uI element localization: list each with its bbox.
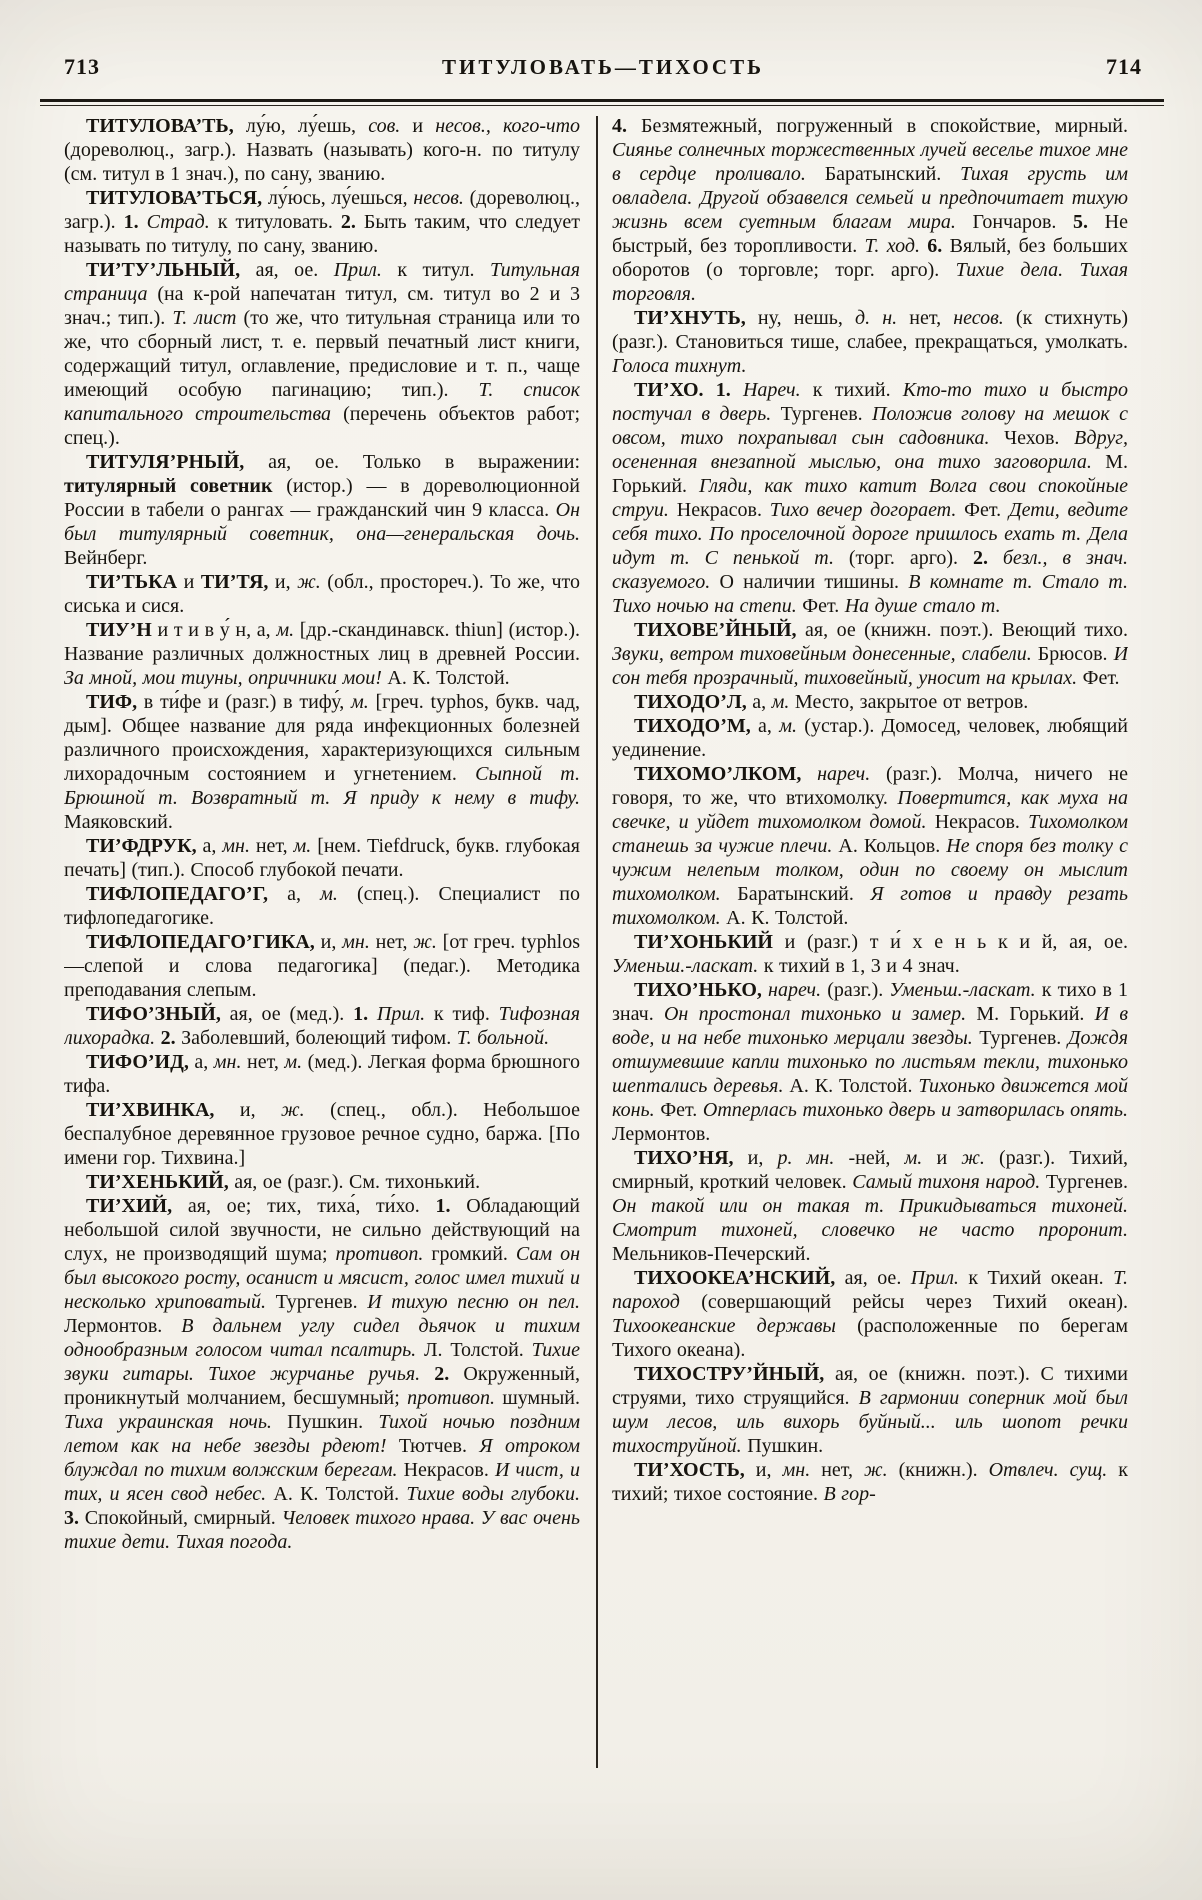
dictionary-entry: ТИФЛОПЕДАГО’ГИКА, и, мн. нет, ж. [от греч. typhlos—слепой и слова педагогика] (педаг.). Методика преподавания слепым. [64,931,580,1001]
dictionary-entry: ТИ’ХО. 1. Нареч. к тихий. Кто-то тихо и быстро постучал в дверь. Тургенев. Положив голову на мешок с овсом, тихо похрапывал сын садовника. Чехов. Вдруг, осененная внезапной мыслью, она тихо заговорила. М. Горький. Гляди, как тихо катит Волга свои спокойные струи. Некрасов. Тихо вечер догорает. Фет. Дети, ведите себя тихо. По проселочной дороге пришлось ехать т. Дела идут т. С пенькой т. (торг. арго). 2. безл., в знач. сказуемого. О наличии тишины. В комнате т. Стало т. Тихо ночью на степи. Фет. На душе стало т. [612,379,1128,617]
dictionary-entry: ТИУ’Н и т и в у́ н, а, м. [др.-скандинавск. thiun] (истор.). Название различных должностных лиц в древней России. За мной, мои тиуны, опричники мои! А. К. Толстой. [64,619,580,689]
dictionary-entry: ТИ’ТУ’ЛЬНЫЙ, ая, ое. Прил. к титул. Титульная страница (на к-рой напечатан титул, см. титул во 2 и 3 знач.; тип.). Т. лист (то же, что титульная страница или то же, что сборный лист, т. е. первый печатный лист книги, содержащий титул, оглавление, предисловие и т. п., чаще имеющий особую пагинацию; тип.). Т. список капитального строительства (перечень объектов работ; спец.). [64,259,580,449]
dictionary-entry: ТИФО’ИД, а, мн. нет, м. (мед.). Легкая форма брюшного тифа. [64,1051,580,1097]
dictionary-entry: ТИТУЛЯ’РНЫЙ, ая, ое. Только в выражении: титулярный советник (истор.) — в дореволюционной России в табели о рангах — гражданский чин 9 класса. Он был титулярный советник, она—генеральская дочь. Вейнберг. [64,451,580,569]
dictionary-entry: ТИХОВЕ’ЙНЫЙ, ая, ое (книжн. поэт.). Веющий тихо. Звуки, ветром тиховейным донесенные, слабели. Брюсов. И сон тебя прозрачный, тиховейный, уносит на крылах. Фет. [612,619,1128,689]
dictionary-entry: ТИ’ХЕНЬКИЙ, ая, ое (разг.). См. тихонький. [86,1171,481,1193]
dictionary-entry: ТИ’ХВИНКА, и, ж. (спец., обл.). Небольшое беспалубное деревянное грузовое речное судно, баржа. [По имени гор. Тихвина.] [64,1099,580,1169]
dictionary-entry: ТИФО’ЗНЫЙ, ая, ое (мед.). 1. Прил. к тиф. Тифозная лихорадка. 2. Заболевший, болеющий тифом. Т. больной. [64,1003,580,1049]
dictionary-entry: ТИ’ХОСТЬ, и, мн. нет, ж. (книжн.). Отвлеч. сущ. к тихий; тихое состояние. В гор- [612,1459,1128,1505]
dictionary-entry: ТИХОДО’М, а, м. (устар.). Домосед, человек, любящий уединение. [612,715,1128,761]
header-rule [40,99,1164,106]
dictionary-entry: ТИХОСТРУ’ЙНЫЙ, ая, ое (книжн. поэт.). С тихими струями, тихо струящийся. В гармонии соперник мой был шум лесов, иль вихорь буйный... иль шопот речки тихоструйной. Пушкин. [612,1363,1128,1457]
column-left [64,114,580,1776]
dictionary-entry: ТИФ, в ти́фе и (разг.) в тифу́, м. [греч. typhos, букв. чад, дым]. Общее название для ряда инфекционных болезней различного происхождения, характеризующихся сильным лихорадочным состоянием и угнетением. Сыпной т. Брюшной т. Возвратный т. Я приду к нему в тифу. Маяковский. [64,691,580,833]
dictionary-entry: ТИХОДО’Л, а, м. Место, закрытое от ветров. [634,691,1029,713]
page-number-left: 713 [64,54,100,79]
dictionary-entry: ТИ’ХОНЬКИЙ и (разг.) т и́ х е н ь к и й, ая, ое. Уменьш.-ласкат. к тихий в 1, 3 и 4 знач. [612,931,1128,977]
dictionary-entry: ТИХООКЕА’НСКИЙ, ая, ое. Прил. к Тихий океан. Т. пароход (совершающий рейсы через Тихий океан). Тихоокеанские державы (расположенные по берегам Тихого океана). [612,1267,1128,1361]
text-columns [64,114,1138,1776]
dictionary-entry: ТИ’ХНУТЬ, ну, нешь, д. н. нет, несов. (к стихнуть) (разг.). Становиться тише, слабее, прекращаться, умолкать. Голоса тихнут. [612,307,1128,377]
dictionary-entry: ТИ’ФДРУК, а, мн. нет, м. [нем. Tiefdruck, букв. глубокая печать] (тип.). Способ глубокой печати. [64,835,580,881]
page-header [64,54,1142,86]
dictionary-entry: ТИФЛОПЕДАГО’Г, а, м. (спец.). Специалист по тифлопедагогике. [64,883,580,929]
running-head: ТИТУЛОВАТЬ—ТИХОСТЬ [442,55,764,79]
dictionary-entry: ТИХОМО’ЛКОМ, нареч. (разг.). Молча, ничего не говоря, то же, что втихомолку. Повертится, как муха на свечке, и уйдет тихомолком домой. Некрасов. Тихомолком станешь за чужие плечи. А. Кольцов. Не споря без толку с чужим нелепым толком, один по своему он мыслит тихомолком. Баратынский. Я готов и правду резать тихомолком. А. К. Толстой. [612,763,1128,929]
column-right [612,114,1128,1776]
dictionary-entry: ТИ’ТЬКА и ТИ’ТЯ, и, ж. (обл., простореч.). То же, что сиська и сися. [64,571,580,617]
dictionary-entry: ТИХО’НЬКО, нареч. (разг.). Уменьш.-ласкат. к тихо в 1 знач. Он простонал тихонько и замер. М. Горький. И в воде, и на небе тихонько мерцали звезды. Тургенев. Дождя отшумевшие капли тихонько по листьям текли, тихонько шептались деревья. А. К. Толстой. Тихонько движется мой конь. Фет. Отперлась тихонько дверь и затворилась опять. Лермонтов. [612,979,1128,1145]
dictionary-entry: ТИТУЛОВА’ТЬ, лу́ю, лу́ешь, сов. и несов., кого-что (дореволюц., загр.). Назвать (называть) кого-н. по титулу (см. титул в 1 знач.), по сану, званию. [64,115,580,185]
dictionary-entry: 4. Безмятежный, погруженный в спокойствие, мирный. Сиянье солнечных торжественных лучей веселье тихое мне в сердце проливало. Баратынский. Тихая грусть им овладела. Другой обзавелся семьей и предпочитает тихую жизнь всем суетным благам мира. Гончаров. 5. Не быстрый, без торопливости. Т. ход. 6. Вялый, без больших оборотов (о торговле; торг. арго). Тихие дела. Тихая торговля. [612,115,1128,305]
dictionary-entry: ТИТУЛОВА’ТЬСЯ, лу́юсь, лу́ешься, несов. (дореволюц., загр.). 1. Страд. к титуловать. 2. Быть таким, что следует называть по титулу, по сану, званию. [64,187,580,257]
column-divider [596,116,598,1768]
dictionary-entry: ТИ’ХИЙ, ая, ое; тих, тиха́, ти́хо. 1. Обладающий небольшой силой звучности, не сильно действующий на слух, не производящий шума; противоп. громкий. Сам он был высокого росту, осанист и мясист, голос имел тихий и несколько хриповатый. Тургенев. И тихую песню он пел. Лермонтов. В дальнем углу сидел дьячок и тихим однообразным голосом читал псалтирь. Л. Толстой. Тихие звуки гитары. Тихое журчанье ручья. 2. Окруженный, проникнутый молчанием, бесшумный; противоп. шумный. Тиха украинская ночь. Пушкин. Тихой ночью поздним летом как на небе звезды рдеют! Тютчев. Я отроком блуждал по тихим волжским берегам. Некрасов. И чист, и тих, и ясен свод небес. А. К. Толстой. Тихие воды глубоки. 3. Спокойный, смирный. Человек тихого нрава. У вас очень тихие дети. Тихая погода. [64,1195,580,1553]
dictionary-entry: ТИХО’НЯ, и, р. мн. -ней, м. и ж. (разг.). Тихий, смирный, кроткий человек. Самый тихоня народ. Тургенев. Он такой или он такая т. Прикидываться тихоней. Смотрит тихоней, словечко не часто проронит. Мельников-Печерский. [612,1147,1128,1265]
page-number-right: 714 [1106,54,1142,79]
